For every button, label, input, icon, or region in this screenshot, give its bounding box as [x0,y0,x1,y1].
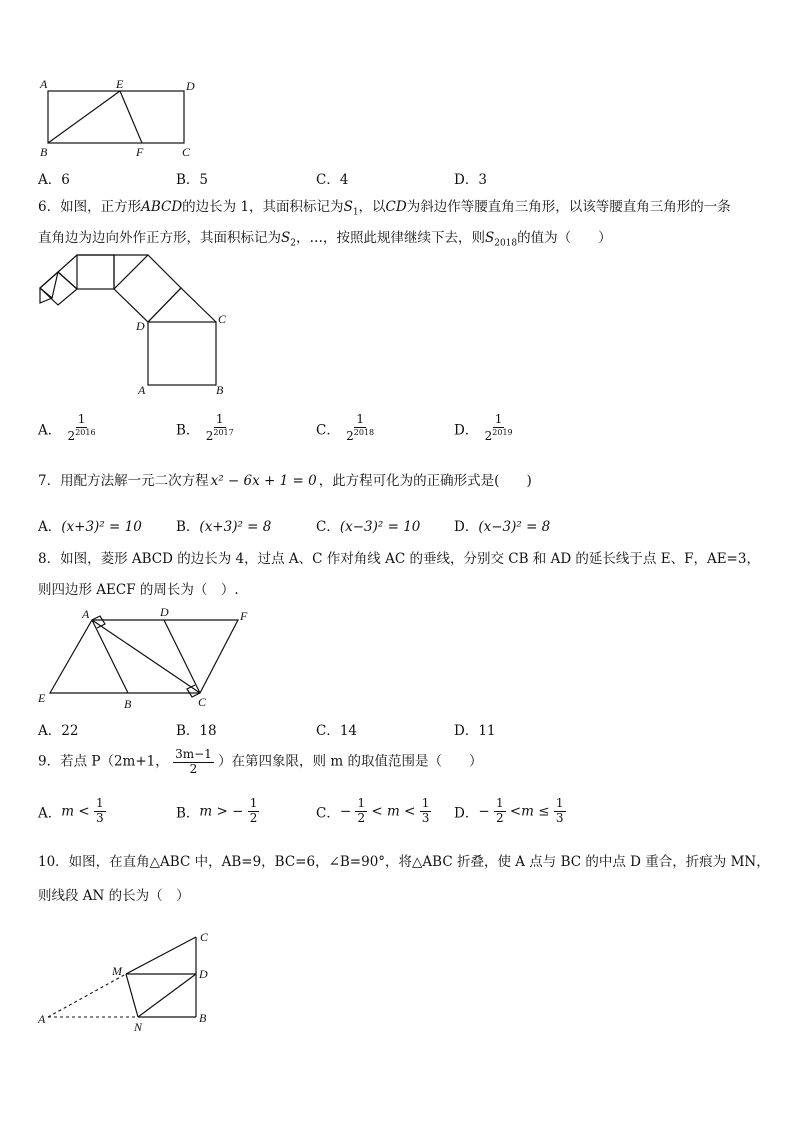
label-a: A [82,607,90,621]
q7-option-b[interactable]: B．(x+3)² = 8 [176,519,272,535]
label-f: F [136,145,144,159]
q7-option-d[interactable]: D．(x−3)² = 8 [454,519,551,535]
label-d: D [136,319,145,333]
label-b: B [40,145,48,159]
label-b: B [124,697,132,711]
label-a: A [38,1012,46,1026]
q5-option-a[interactable]: A．6 [38,172,70,188]
q6-option-d[interactable]: D． $\frac{1}{2^{2019}}$ [454,412,513,443]
q6-line1: 6．如图，正方形ABCD的边长为 1，其面积标记为$S_1$，以CD为斜边作等腰直角三角形，以该等腰直角三角形的一条 [38,199,731,218]
q8-line2: 则四边形 AECF 的周长为（ ）. [38,582,239,598]
label-m: M [112,964,122,978]
label-b: B [216,383,224,397]
q6-option-c[interactable]: C． $\frac{1}{2^{2018}}$ [316,412,375,443]
q7-stem: 7．用配方法解一元二次方程 x² − 6x + 1 = 0 ，此方程可化为的正确形式是( ) [38,473,532,489]
label-d: D [199,967,208,981]
q8-option-b[interactable]: B．18 [176,723,217,739]
q9-stem: 9．若点 P（2m+1， $\frac{3m-1}{2}$ ）在第四象限，则 m 的取值范围是（ ） [38,747,483,776]
label-d: D [186,79,195,93]
q9-option-a[interactable]: A．m < $\frac{1}{3}$ [38,796,104,825]
q8-option-c[interactable]: C．14 [316,723,358,739]
q9-option-b[interactable]: B．m > − $\frac{1}{2}$ [176,796,258,825]
q6-option-a[interactable]: A． $\frac{1}{2^{2016}}$ [38,412,96,443]
q10-line2: 则线段 AN 的长为（ ） [38,888,190,904]
label-c: C [218,312,227,326]
label-e: E [38,691,46,705]
label-n: N [134,1020,143,1034]
q5-option-c[interactable]: C．4 [316,172,349,188]
label-c: C [198,695,207,709]
label-a: A [40,77,48,91]
figure-rectangle-abcd [36,78,206,163]
figure-fold-triangle [36,925,226,1035]
figure-rhombus [36,604,256,714]
q10-line1: 10．如图，在直角△ABC 中，AB=9，BC=6，∠B=90°，将△ABC 折叠，使 A 点与 BC 的中点 D 重合，折痕为 MN， [38,854,770,870]
q5-option-d[interactable]: D．3 [454,172,487,188]
label-b: B [199,1011,207,1025]
q7-option-a[interactable]: A．(x+3)² = 10 [38,519,142,535]
label-c: C [182,145,191,159]
q9-option-d[interactable]: D．− $\frac{1}{2}$ <m ≤ $\frac{1}{3}$ [454,796,564,825]
label-f: F [240,609,248,623]
q8-line1: 8．如图，菱形 ABCD 的边长为 4，过点 A、C 作对角线 AC 的垂线，分别交 CB 和 AD 的延长线于点 E、F，AE=3， [38,551,760,567]
q6-option-b[interactable]: B． $\frac{1}{2^{2017}}$ [176,412,234,443]
figure-square-spiral [30,250,240,400]
label-d: D [160,605,169,619]
q8-option-d[interactable]: D．11 [454,723,496,739]
q5-option-b[interactable]: B．5 [176,172,209,188]
label-c: C [200,930,209,944]
q9-option-c[interactable]: C．− $\frac{1}{2}$ < m < $\frac{1}{3}$ [316,796,430,825]
q7-option-c[interactable]: C．(x−3)² = 10 [316,519,421,535]
q8-option-a[interactable]: A．22 [38,723,79,739]
q6-line2: 直角边为边向外作正方形，其面积标记为$S_2$，…，按照此规律继续下去，则$S_{2018}$的值为（ ） [38,230,612,249]
label-a: A [138,383,146,397]
label-e: E [116,77,124,91]
